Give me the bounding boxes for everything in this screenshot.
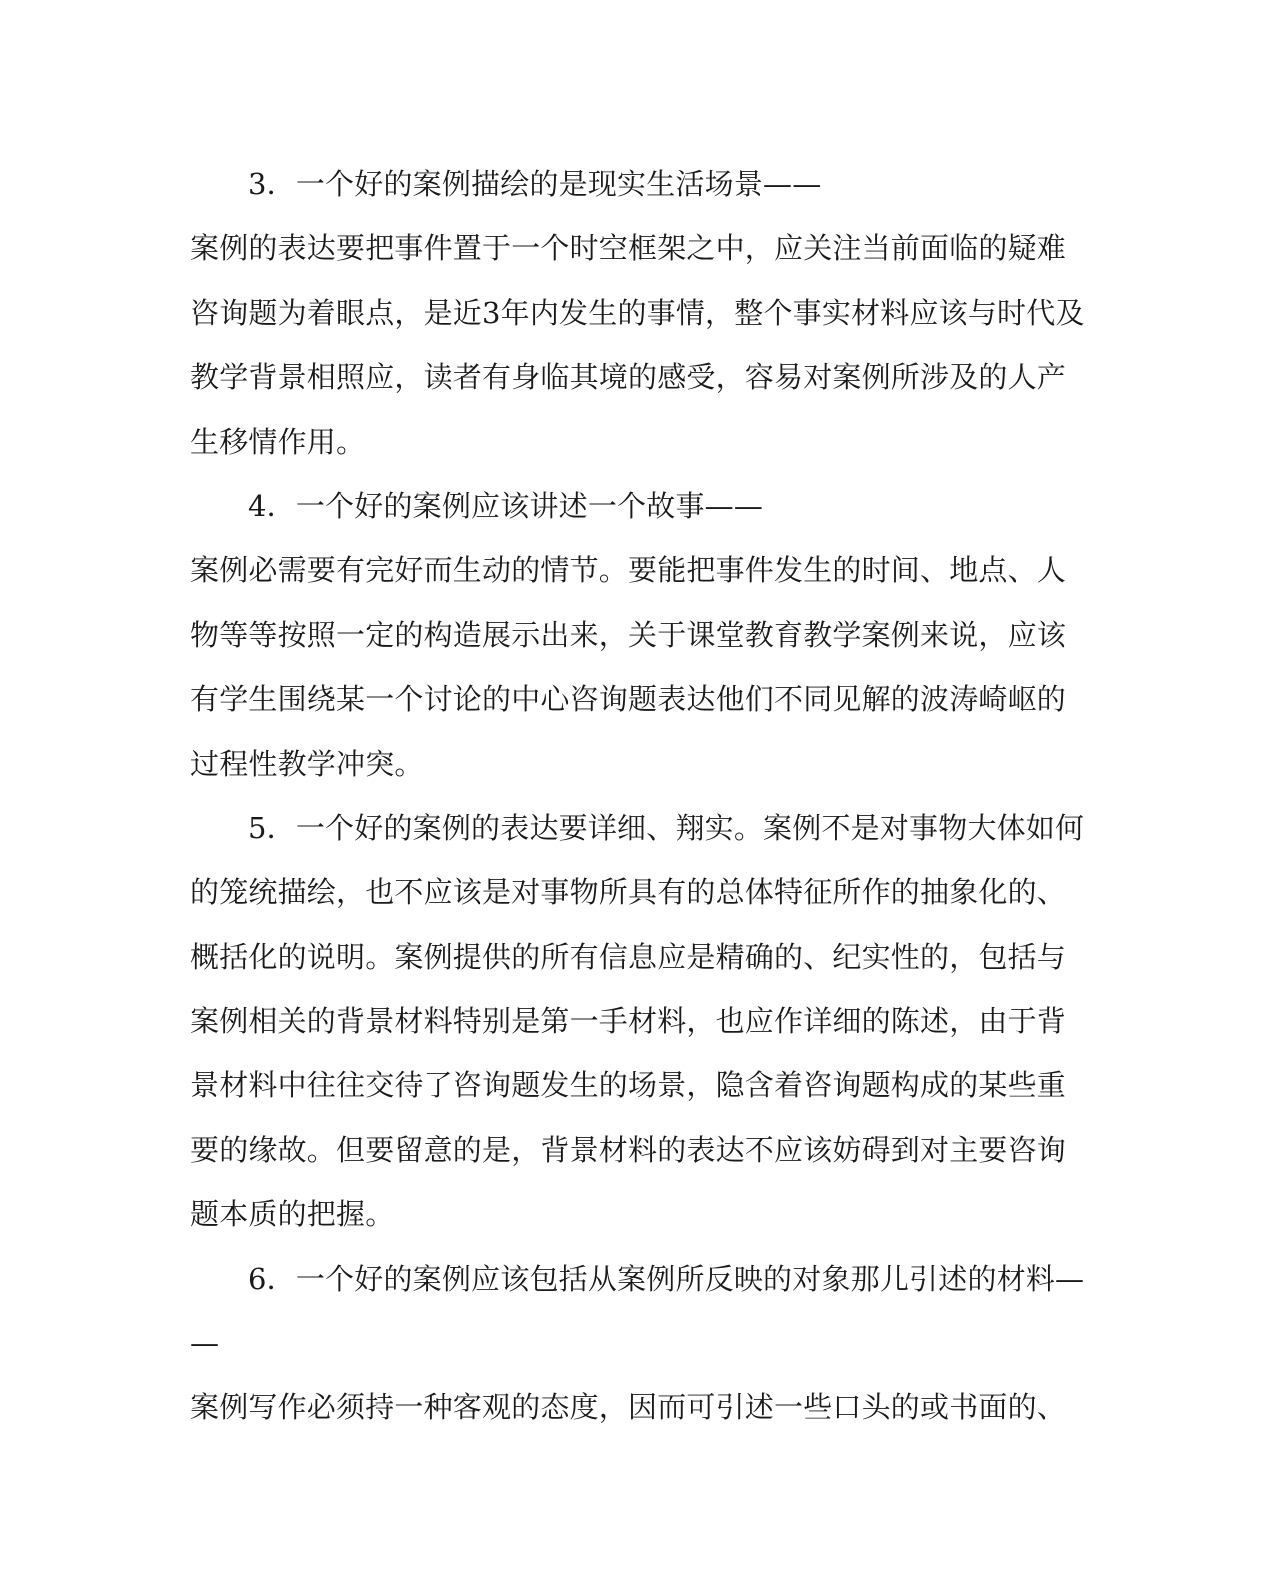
text-line: 概括化的说明。案例提供的所有信息应是精确的、纪实性的，包括与 bbox=[190, 939, 1067, 974]
text-line: 6．一个好的案例应该包括从案例所反映的对象那儿引述的材料— bbox=[248, 1261, 1085, 1296]
text-line: 教学背景相照应，读者有身临其境的感受，容易对案例所涉及的人产 bbox=[190, 360, 1067, 395]
text-line: 案例相关的背景材料特别是第一手材料，也应作详细的陈述，由于背 bbox=[190, 1004, 1067, 1039]
text-line: 物等等按照一定的构造展示出来，关于课堂教育教学案例来说，应该 bbox=[190, 617, 1067, 652]
text-line: 5．一个好的案例的表达要详细、翔实。案例不是对事物大体如何 bbox=[248, 810, 1085, 845]
text-line: 咨询题为着眼点，是近3年内发生的事情，整个事实材料应该与时代及 bbox=[190, 295, 1085, 330]
text-line: 案例写作必须持一种客观的态度，因而可引述一些口头的或书面的、 bbox=[190, 1390, 1067, 1425]
text-line: 的笼统描绘，也不应该是对事物所具有的总体特征所作的抽象化的、 bbox=[190, 875, 1067, 910]
text-line: 过程性教学冲突。 bbox=[190, 746, 424, 781]
text-line: 案例的表达要把事件置于一个时空框架之中，应关注当前面临的疑难 bbox=[190, 231, 1067, 266]
text-line: 有学生围绕某一个讨论的中心咨询题表达他们不同见解的波涛崎岖的 bbox=[190, 682, 1067, 717]
text-line: 4．一个好的案例应该讲述一个故事—— bbox=[248, 488, 764, 523]
text-line: 题本质的把握。 bbox=[190, 1197, 395, 1232]
text-line: 案例必需要有完好而生动的情节。要能把事件发生的时间、地点、人 bbox=[190, 553, 1067, 588]
text-line: — bbox=[190, 1326, 220, 1361]
text-line: 生移情作用。 bbox=[190, 424, 366, 459]
text-line: 要的缘故。但要留意的是，背景材料的表达不应该妨碍到对主要咨询 bbox=[190, 1132, 1067, 1167]
body-text bbox=[190, 152, 1085, 1440]
text-line: 3．一个好的案例描绘的是现实生活场景—— bbox=[248, 167, 822, 201]
text-line: 景材料中往往交待了咨询题发生的场景，隐含着咨询题构成的某些重 bbox=[190, 1068, 1067, 1103]
